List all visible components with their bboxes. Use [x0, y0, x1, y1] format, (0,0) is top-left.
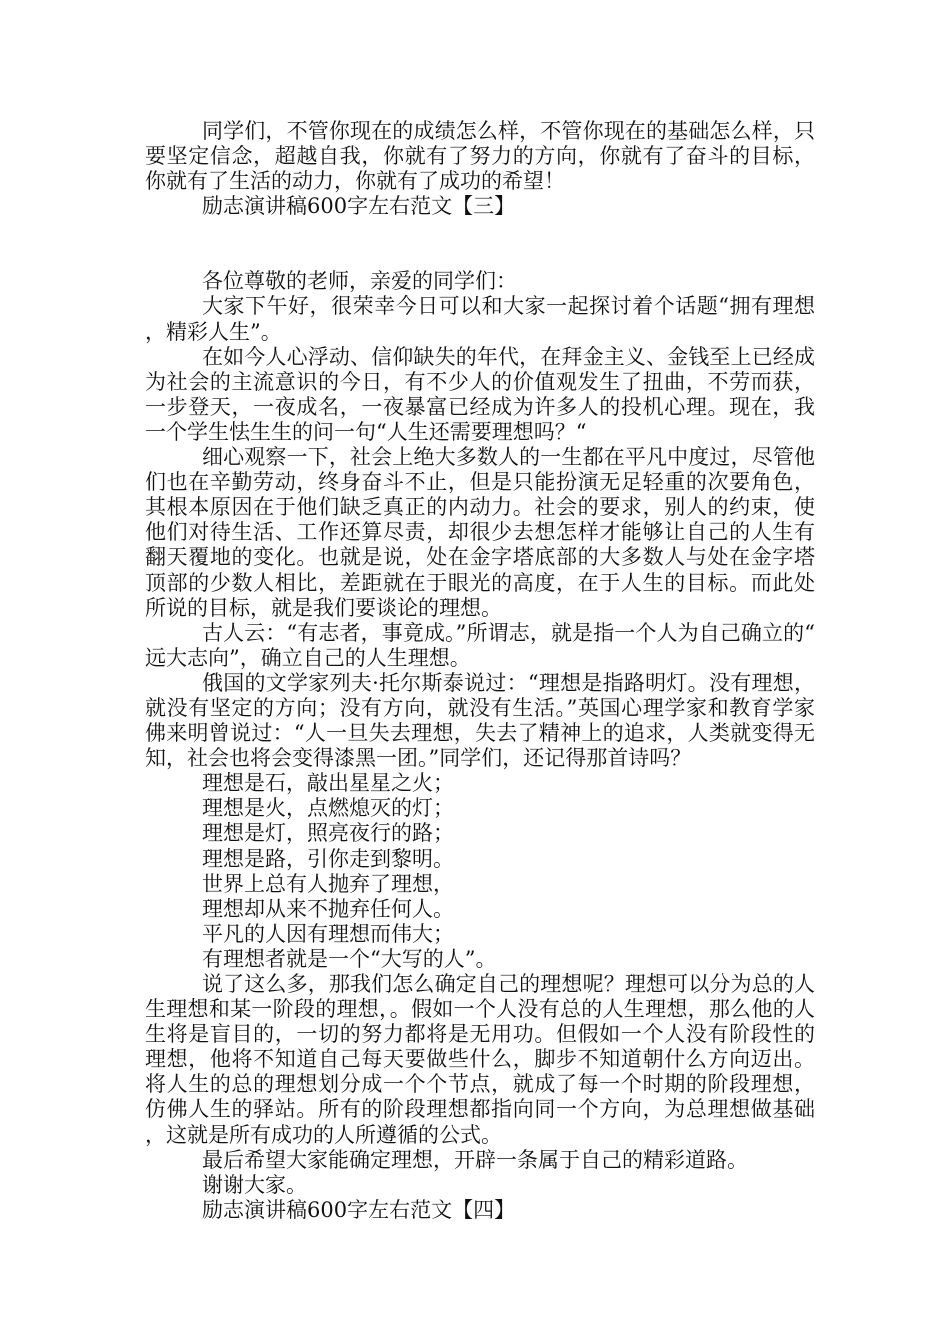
poem-line-4: 理想是路，引你走到黎明。 — [202, 846, 454, 871]
paragraph-intro: 大家下午好，很荣幸今日可以和大家一起探讨着个话题“拥有理想，精彩人生”。 — [145, 294, 815, 344]
paragraph-thanks: 谢谢大家。 — [202, 1172, 307, 1197]
section-heading-four: 励志演讲稿600字左右范文【四】 — [202, 1197, 516, 1222]
blank-line — [145, 219, 815, 269]
paragraph-closing: 最后希望大家能确定理想，开辟一条属于自己的精彩道路。 — [202, 1147, 748, 1172]
paragraph-encouragement: 同学们，不管你现在的成绩怎么样，不管你现在的基础怎么样，只要坚定信念，超越自我，你就有了努力的方向，你就有了奋斗的目标，你就有了生活的动力，你就有了成功的希望！ — [145, 119, 815, 194]
paragraph-quotes: 俄国的文学家列夫·托尔斯泰说过：“理想是指路明灯。没有理想，就没有坚定的方向；没有方向，就没有生活。”英国心理学家和教育学家佛来明曾说过：“人一旦失去理想，失去了精神上的追求，人类就变得无知，社会也将会变得漆黑一团。”同学们，还记得那首诗吗？ — [145, 670, 815, 771]
paragraph-society: 在如今人心浮动、信仰缺失的年代，在拜金主义、金钱至上已经成为社会的主流意识的今日，有不少人的价值观发生了扭曲，不劳而获，一步登天，一夜成名，一夜暴富已经成为许多人的投机心理。现在，我一个学生怯生生的问一句“人生还需要理想吗？“ — [145, 344, 815, 444]
section-heading-three: 励志演讲稿600字左右范文【三】 — [202, 194, 516, 219]
paragraph-ancients: 古人云：“有志者，事竟成。”所谓志，就是指一个人为自己确立的“远大志向”，确立自己的人生理想。 — [145, 620, 815, 670]
poem-line-8: 有理想者就是一个“大写的人”。 — [202, 946, 497, 971]
poem-line-5: 世界上总有人抛弃了理想， — [202, 871, 454, 896]
document-body — [145, 119, 815, 1223]
poem-line-1: 理想是石，敲出星星之火； — [202, 771, 454, 796]
poem-line-3: 理想是灯，照亮夜行的路； — [202, 821, 454, 846]
paragraph-how-to: 说了这么多，那我们怎么确定自己的理想呢？理想可以分为总的人生理想和某一阶段的理想，。假如一个人没有总的人生理想，那么他的人生将是盲目的，一切的努力都将是无用功。但假如一个人没有阶段性的理想，他将不知道自己每天要做些什么，脚步不知道朝什么方向迈出。将人生的总的理想划分成一个个节点，就成了每一个时期的阶段理想，仿佛人生的驿站。所有的阶段理想都指向同一个方向，为总理想做基础，这就是所有成功的人所遵循的公式。 — [145, 972, 815, 1147]
paragraph-observation: 细心观察一下，社会上绝大多数人的一生都在平凡中度过，尽管他们也在辛勤劳动，终身奋斗不止，但是只能扮演无足轻重的次要角色，其根本原因在于他们缺乏真正的内动力。社会的要求，别人的约束，使他们对待生活、工作还算尽责，却很少去想怎样才能够让自己的人生有翻天覆地的变化。也就是说，处在金字塔底部的大多数人与处在金字塔顶部的少数人相比，差距就在于眼光的高度，在于人生的目标。而此处所说的目标，就是我们要谈论的理想。 — [145, 445, 815, 620]
greeting: 各位尊敬的老师，亲爱的同学们： — [202, 269, 517, 294]
poem-line-6: 理想却从来不抛弃任何人。 — [202, 896, 454, 921]
poem-line-2: 理想是火，点燃熄灭的灯； — [202, 796, 454, 821]
poem-line-7: 平凡的人因有理想而伟大； — [202, 921, 454, 946]
